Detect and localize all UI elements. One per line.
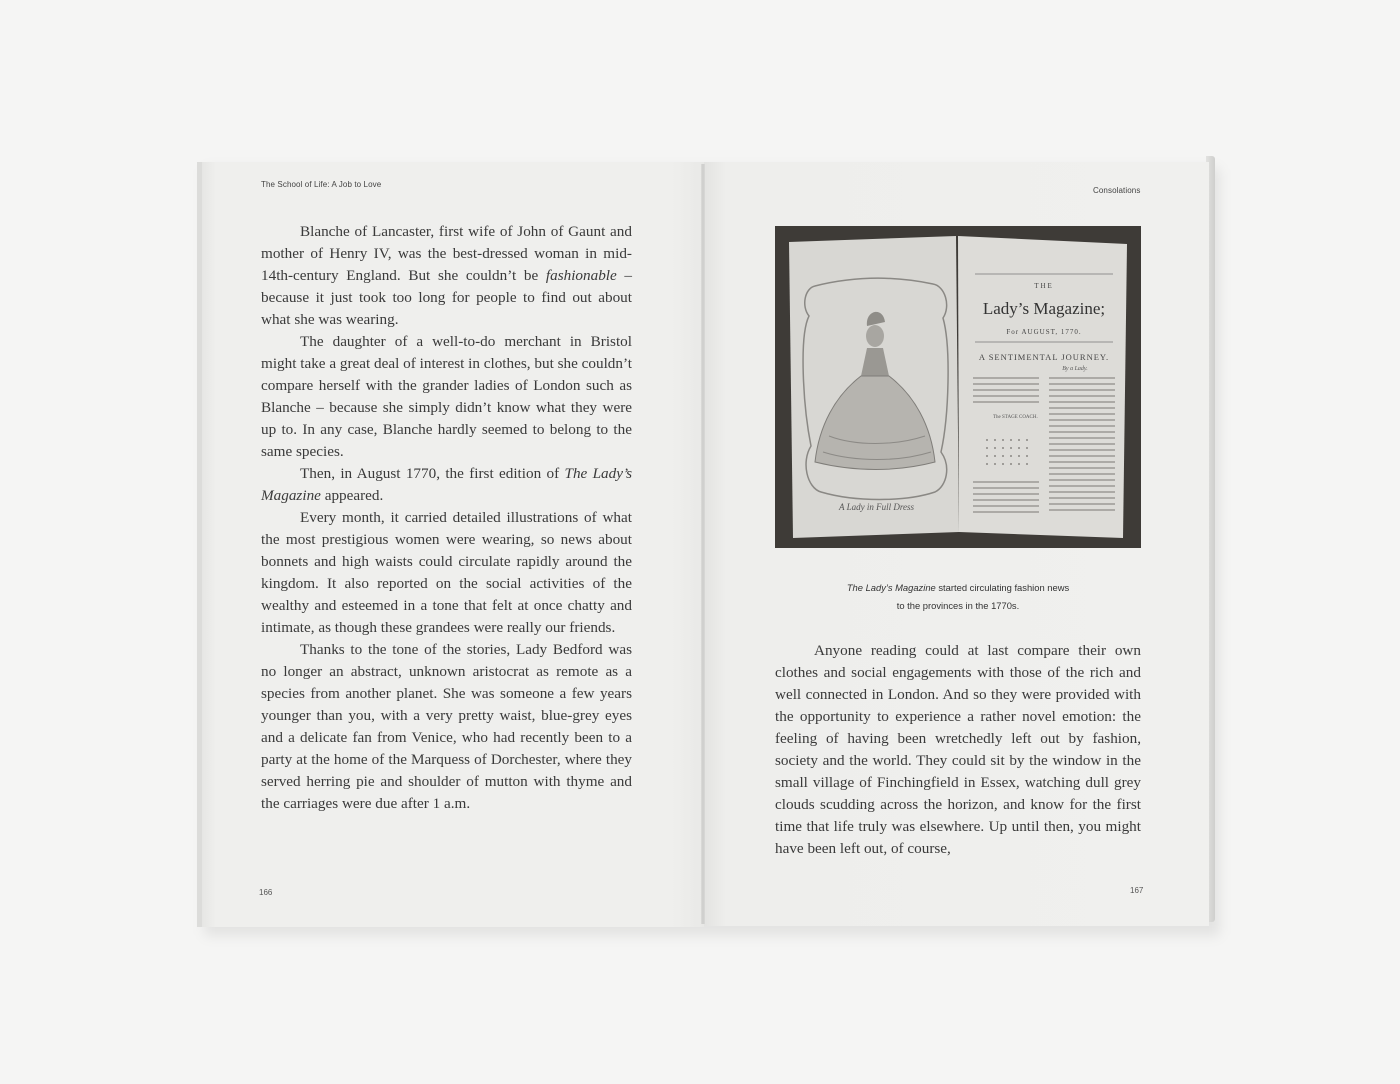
book-gutter bbox=[701, 164, 705, 924]
right-paragraph: Anyone reading could at last compare their own clothes and social engagements with those of the rich and well connected in London. And so they were provided with the opportunity to experience a rather novel emotion: the feeling of having been wretchedly left out by fashion, society and the world. They could sit by the window in the small village of Finchingfield in Essex, watching dull grey clouds scudding across the horizon, and know for the first time that life truly was elsewhere. Up until then, you might have been left out, of course, bbox=[775, 642, 1141, 857]
right-running-head: Consolations bbox=[1093, 186, 1141, 195]
magazine-heading: A SENTIMENTAL JOURNEY. bbox=[978, 352, 1110, 362]
paragraph-2: The daughter of a well-to-do merchant in Bristol might take a great deal of interest in clothes, but she couldn’t compare herself with the grander ladies of London such as Blanche – because she simply didn’t know what they were up to. In any case, Blanche hardly seemed to belong to the same species. bbox=[261, 333, 632, 460]
plate-caption: A Lady in Full Dress bbox=[839, 502, 915, 512]
magazine-the: THE bbox=[1034, 282, 1054, 290]
magazine-title: Lady’s Magazine; bbox=[982, 299, 1106, 318]
right-page-number: 167 bbox=[1130, 886, 1144, 895]
figure-head bbox=[866, 325, 884, 347]
magazine-photo bbox=[775, 226, 1141, 548]
left-running-head: The School of Life: A Job to Love bbox=[261, 180, 382, 189]
figure-caption bbox=[775, 579, 1141, 615]
paragraph-5: Thanks to the tone of the stories, Lady Bedford was no longer an abstract, unknown aristocrat as remote as a species from another planet. She was someone a few years younger than you, with a very pretty waist, blue-grey eyes and a delicate fan from Venice, who had recently been to a party at the home of the Marquess of Dorchester, where they served herring pie and shoulder of mutton with thyme and the carriages were due after 1 a.m. bbox=[261, 641, 632, 812]
paragraph-4: Every month, it carried detailed illustrations of what the most prestigious women were wearing, so news about bonnets and high waists could circulate rapidly around the kingdom. It also reported on the social activities of the wealthy and esteemed in a tone that felt at once chatty and intimate, as though these grandees were really our friends. bbox=[261, 509, 632, 636]
magazine-section: The STAGE COACH. bbox=[993, 415, 1038, 420]
caption-line-2: to the provinces in the 1770s. bbox=[896, 600, 1020, 611]
right-text-block bbox=[775, 640, 1141, 860]
left-page-number: 166 bbox=[259, 888, 273, 897]
magazine-byline: By a Lady. bbox=[1062, 366, 1088, 372]
caption-line-1: The Lady’s Magazine started circulating fashion news bbox=[846, 582, 1070, 593]
paragraph-1: Blanche of Lancaster, first wife of John of Gaunt and mother of Henry IV, was the best-dressed woman in mid-14th-century England. But she couldn’t be fashionable – because it just took too long for people to find out about what she was wearing. bbox=[261, 223, 633, 328]
magazine-illustration bbox=[775, 226, 1141, 548]
paragraph-3: Then, in August 1770, the first edition of The Lady’s Magazine appeared. bbox=[261, 465, 632, 504]
left-text-block bbox=[261, 221, 632, 815]
magazine-date: For AUGUST, 1770. bbox=[1006, 328, 1082, 336]
